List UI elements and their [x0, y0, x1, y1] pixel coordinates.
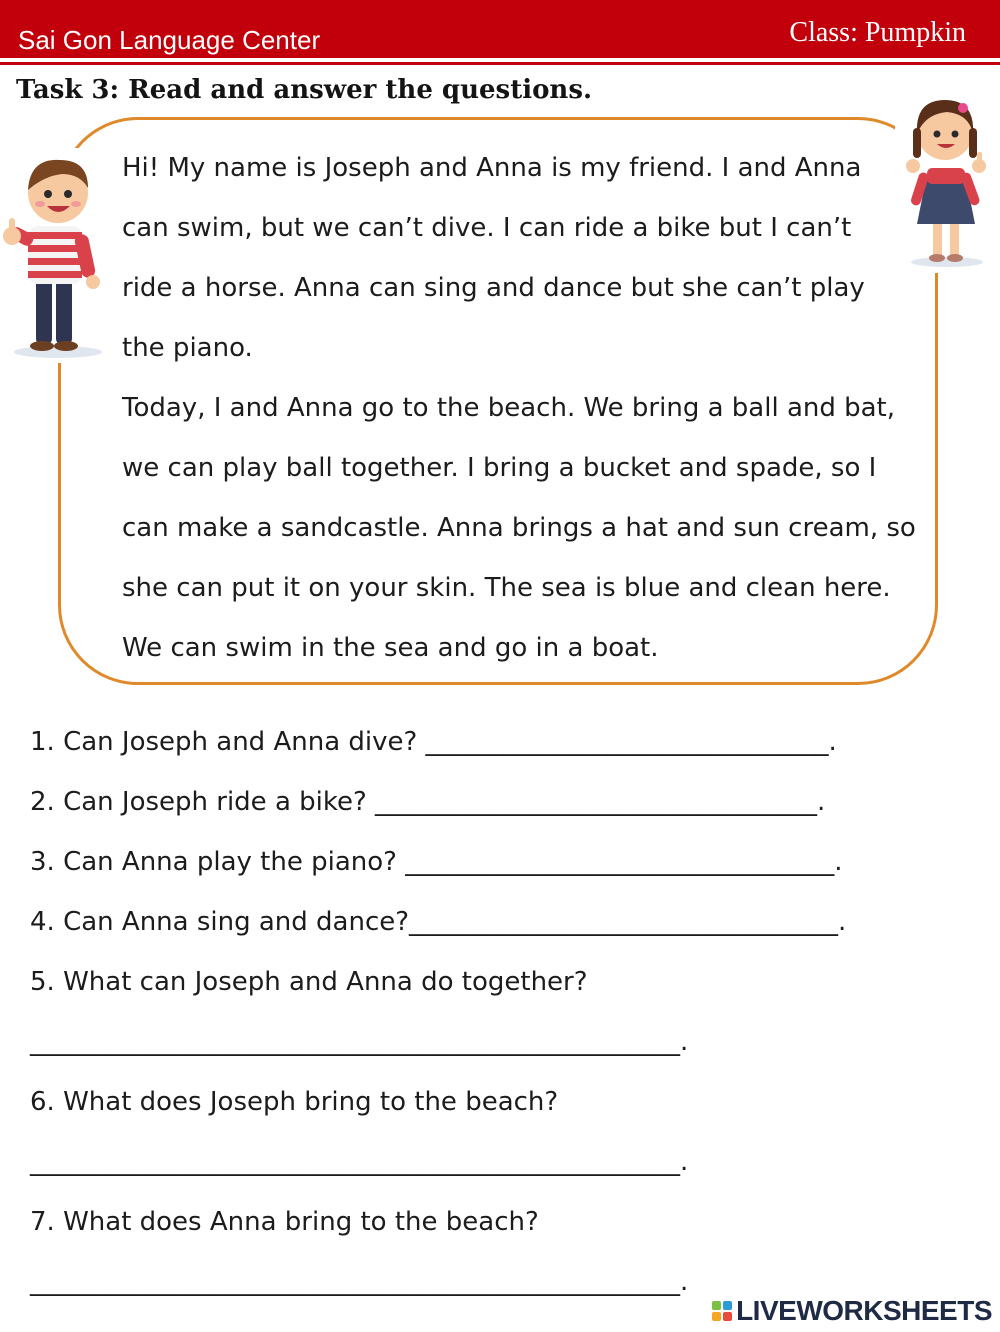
center-name: Sai Gon Language Center — [18, 25, 321, 55]
question-3: 3. Can Anna play the piano? _________________________________. — [30, 847, 843, 877]
story-line: Hi! My name is Joseph and Anna is my friend. I and Anna — [122, 153, 862, 183]
brand-name: LIVEWORKSHEETS — [736, 1295, 992, 1326]
question-5: 5. What can Joseph and Anna do together? — [30, 967, 588, 997]
story-line: can swim, but we can’t dive. I can ride a bike but I can’t — [122, 213, 852, 243]
boy-thumbs-up-icon — [0, 148, 110, 363]
question-1: 1. Can Joseph and Anna dive? _______________________________. — [30, 727, 837, 757]
question-6: 6. What does Joseph bring to the beach? — [30, 1087, 559, 1117]
liveworksheets-logo — [712, 1296, 992, 1326]
story-line: We can swim in the sea and go in a boat. — [122, 633, 659, 663]
liveworksheets-icon — [712, 1301, 732, 1321]
story-line: the piano. — [122, 333, 253, 363]
answer-line-5: __________________________________________________. — [30, 1027, 689, 1057]
question-2: 2. Can Joseph ride a bike? __________________________________. — [30, 787, 826, 817]
girl-thumbs-up-icon — [895, 88, 995, 273]
story-text — [122, 138, 942, 678]
answer-line-6: __________________________________________________. — [30, 1147, 689, 1177]
story-line: Today, I and Anna go to the beach. We bring a ball and bat, — [122, 393, 896, 423]
story-line: can make a sandcastle. Anna brings a hat and sun cream, so — [122, 513, 916, 543]
header-divider — [0, 62, 1000, 65]
class-label: Class: Pumpkin — [789, 17, 966, 48]
story-line: she can put it on your skin. The sea is blue and clean here. — [122, 573, 891, 603]
question-list — [30, 712, 980, 1312]
story-line: ride a horse. Anna can sing and dance but she can’t play — [122, 273, 865, 303]
story-line: we can play ball together. I bring a bucket and spade, so I — [122, 453, 877, 483]
task-title: Task 3: Read and answer the questions. — [16, 75, 593, 105]
question-4: 4. Can Anna sing and dance?_________________________________. — [30, 907, 847, 937]
answer-line-7: __________________________________________________. — [30, 1267, 689, 1297]
header-bar — [0, 0, 1000, 58]
question-7: 7. What does Anna bring to the beach? — [30, 1207, 539, 1237]
